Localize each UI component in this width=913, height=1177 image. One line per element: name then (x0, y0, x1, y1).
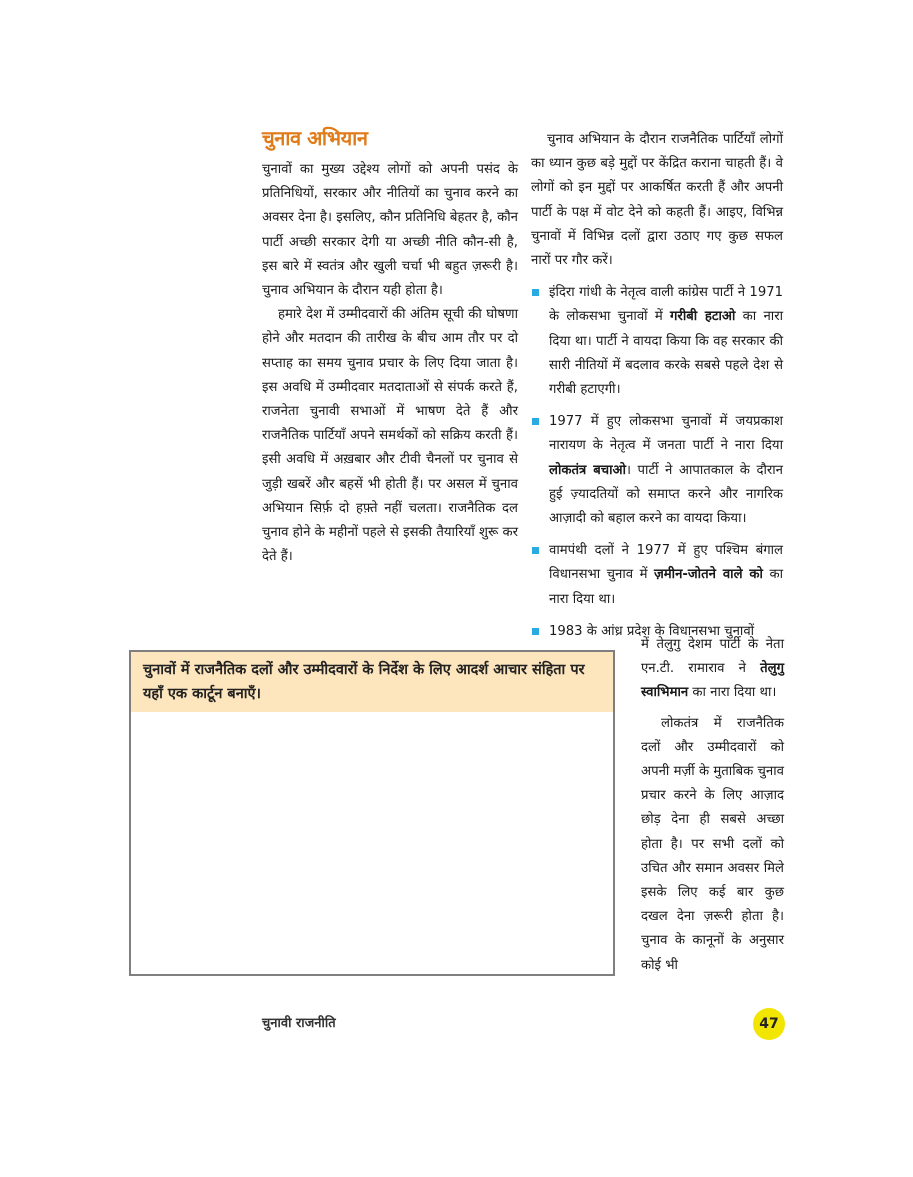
left-column (262, 158, 518, 569)
slogan-zameen-jotne: ज़मीन-जोतने वाले को (654, 567, 763, 583)
bullet-square-icon (532, 289, 539, 296)
activity-prompt: चुनावों में राजनैतिक दलों और उम्मीदवारों के निर्देश के लिए आदर्श आचार संहिता पर यहाँ एक कार्टून बनाएँ। (131, 652, 613, 712)
slogan-loktantra-bachao: लोकतंत्र बचाओ (549, 462, 627, 478)
slogan-item-1971: इंदिरा गांधी के नेतृत्व वाली कांग्रेस पार्टी ने 1971 के लोकसभा चुनावों में गरीबी हटाओ का नारा दिया था। पार्टी ने वायदा किया कि वह सरकार की सारी नीतियों में बदलाव करके सबसे पहले देश से गरीबी हटाएगी। (531, 281, 783, 402)
section-heading: चुनाव अभियान (262, 126, 368, 150)
chapter-footer: चुनावी राजनीति (262, 1016, 336, 1031)
slogan-item-1977: 1977 में हुए लोकसभा चुनावों में जयप्रकाश नारायण के नेतृत्व में जनता पार्टी ने नारा दिया लोकतंत्र बचाओ। पार्टी ने आपातकाल के दौरान हुई ज़्यादतियों को समाप्त करने और नागरिक आज़ादी को बहाल करने का वायदा किया। (531, 410, 783, 531)
slogan-item-west-bengal: वामपंथी दलों ने 1977 में हुए पश्चिम बंगाल विधानसभा चुनाव में ज़मीन-जोतने वाले को का नारा दिया था। (531, 539, 783, 612)
slogan-item-1983-continued: में तेलुगु देशम पार्टी के नेता एन.टी. रामाराव ने तेलुगु स्वाभिमान का नारा दिया था। (641, 637, 784, 701)
page-number-badge: 47 (753, 1008, 785, 1040)
slogan-list (531, 281, 783, 644)
slogan-item-1983: 1983 के आंध्र प्रदेश के विधानसभा चुनावों (531, 620, 783, 644)
cartoon-activity-box (129, 650, 615, 976)
paragraph-slogans-intro: चुनाव अभियान के दौरान राजनैतिक पार्टियाँ लोगों का ध्यान कुछ बड़े मुद्दों पर केंद्रित कराना चाहती हैं। वे लोगों को इन मुद्दों पर आकर्षित करती हैं और अपनी पार्टी के पक्ष में वोट देने को कहती हैं। आइए, विभिन्न चुनावों में विभिन्न दलों द्वारा उठाए गए कुछ सफल नारों पर गौर करें। (531, 132, 783, 269)
drawing-area (131, 712, 613, 972)
slogan-telugu-swabhiman: तेलुगु स्वाभिमान (641, 661, 784, 701)
bullet-square-icon (532, 628, 539, 635)
bullet-square-icon (532, 418, 539, 425)
bullet-square-icon (532, 547, 539, 554)
paragraph-campaign-period: हमारे देश में उम्मीदवारों की अंतिम सूची की घोषणा होने और मतदान की तारीख के बीच आम तौर पर दो सप्ताह का समय चुनाव प्रचार के लिए दिया जाता है। इस अवधि में उम्मीदवार मतदाताओं से संपर्क करते हैं, राजनेता चुनावी सभाओं में भाषण देते हैं और राजनैतिक पार्टियाँ अपने समर्थकों को सक्रिय करती हैं। इसी अवधि में अख़बार और टीवी चैनलों पर चुनाव से जुड़ी खबरें और बहसें भी होती हैं। पर असल में चुनाव अभियान सिर्फ़ दो हफ़्ते नहीं चलता। राजनैतिक दल चुनाव होने के महीनों पहले से इसकी तैयारियाँ शुरू कर देते हैं। (262, 307, 518, 565)
right-column (531, 128, 783, 644)
paragraph-fair-competition: लोकतंत्र में राजनैतिक दलों और उम्मीदवारों को अपनी मर्ज़ी के मुताबिक चुनाव प्रचार करने के लिए आज़ाद छोड़ देना ही सबसे अच्छा होता है। पर सभी दलों को उचित और समान अवसर मिले इसके लिए कई बार कुछ दखल देना ज़रूरी होता है। चुनाव के कानूनों के अनुसार कोई भी (641, 715, 784, 973)
slogan-garibi-hatao: गरीबी हटाओ (670, 309, 736, 325)
narrow-column (641, 633, 784, 978)
paragraph-intro: चुनावों का मुख्य उद्देश्य लोगों को अपनी पसंद के प्रतिनिधियों, सरकार और नीतियों का चुनाव करने का अवसर देना है। इसलिए, कौन प्रतिनिधि बेहतर है, कौन पार्टी अच्छी सरकार देगी या अच्छी नीति कौन-सी है, इस बारे में स्वतंत्र और खुली चर्चा भी बहुत ज़रूरी है। चुनाव अभियान के दौरान यही होता है। (262, 162, 518, 299)
